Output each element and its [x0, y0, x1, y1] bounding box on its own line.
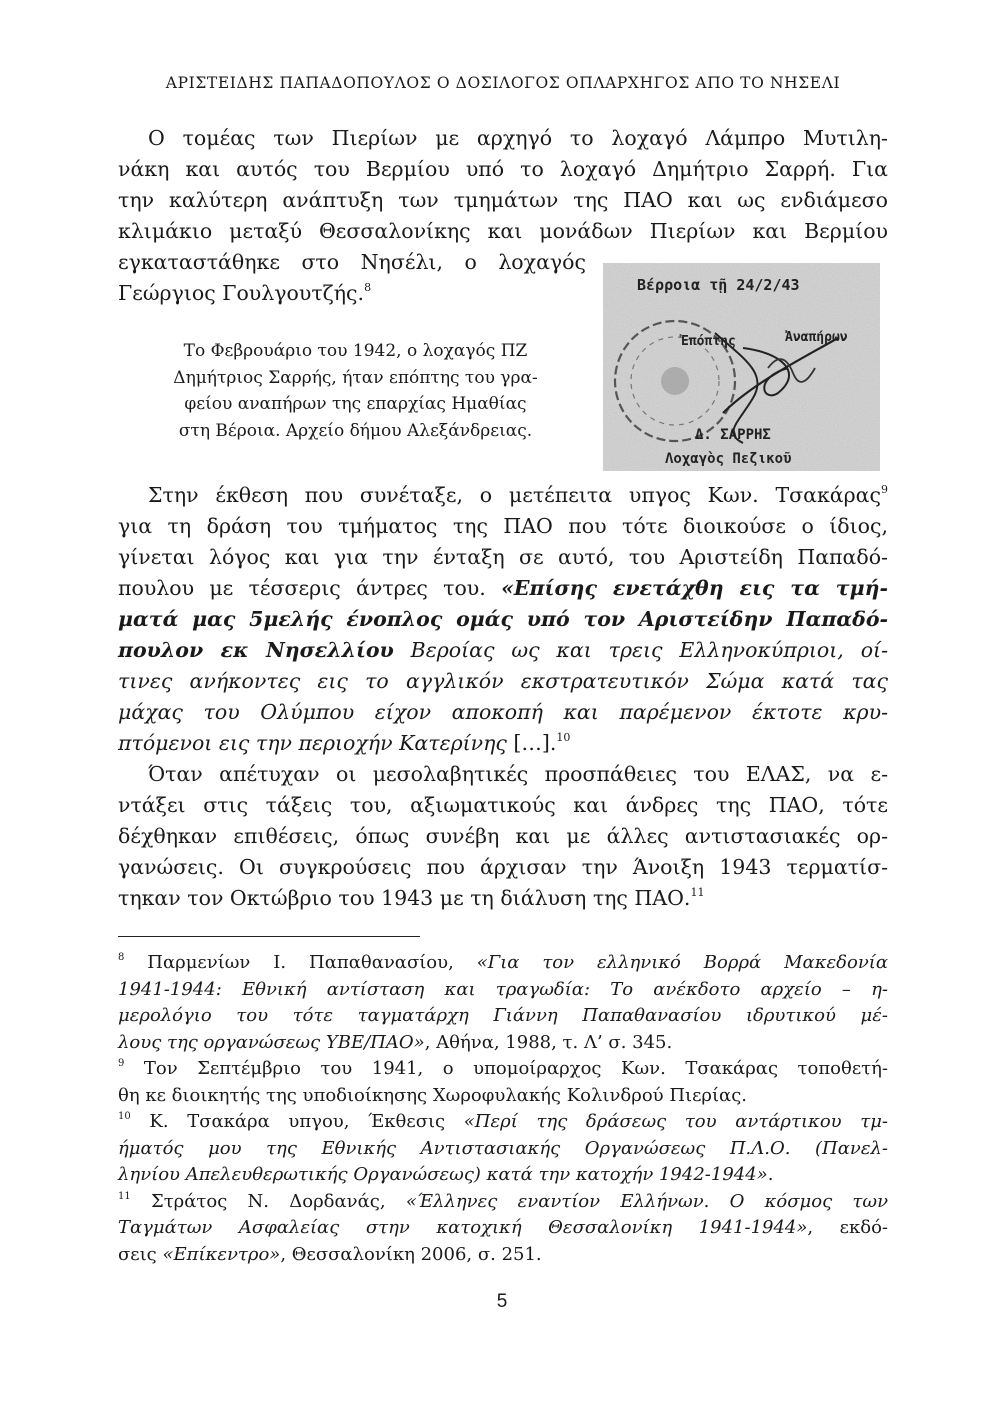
- paragraph-3: [118, 759, 888, 914]
- stamp-date-text: Βέρροια τῇ 24/2/43: [637, 276, 800, 294]
- stamp-office-text: Ἀναπήρων: [785, 330, 848, 345]
- stamp-title-text: Ἐπόπτης: [681, 334, 736, 349]
- caption-line: στη Βέροια. Αρχείο δήμου Αλεξάνδρειας.: [178, 420, 533, 441]
- footnote-line: λους της οργανώσεως ΥΒΕ/ΠΑΟ», Αθήνα, 1988, τ. Λ’ σ. 345.: [118, 1031, 673, 1053]
- figure-caption: [128, 338, 583, 444]
- page-number: 5: [496, 1291, 508, 1312]
- footnote-line: 1941-1944: Εθνική αντίσταση και τραγωδία: Το ανέκδοτο αρχείο – η-: [118, 978, 888, 1000]
- footnote-line: Ταγμάτων Ασφαλείας στην κατοχική Θεσσαλονίκη 1941-1944», εκδό-: [118, 1217, 888, 1238]
- footnote-ref-8[interactable]: 8: [364, 281, 372, 294]
- text-line: εγκαταστάθηκε στο Νησέλι, ο λοχαγός: [118, 250, 586, 274]
- footnote-11: $^{11}$ Στράτος Ν. Δορδανάς, «Έλληνες εναντίον Ελλήνων. Ο κόσμος των: [118, 1190, 889, 1212]
- footnotes: [118, 950, 888, 1268]
- footnote-divider: [118, 936, 420, 937]
- footnote-ref-10[interactable]: 10: [556, 731, 571, 744]
- text-line: γίνεται λόγος και για την ένταξη σε αυτό, του Αριστείδη Παπαδό-: [118, 545, 888, 569]
- footnote-line: σεις «Επίκεντρο», Θεσσαλονίκη 2006, σ. 251.: [118, 1243, 542, 1265]
- footnote-line: ληνίου Απελευθερωτικής Οργανώσεως) κατά την κατοχήν 1942-1944».: [118, 1164, 774, 1185]
- caption-line: φείου αναπήρων της επαρχίας Ημαθίας: [184, 394, 527, 414]
- paragraph-2: [118, 480, 888, 759]
- text-line: πουλον εκ Νησελλίου Βεροίας ως και τρεις Ελληνοκύπριοι, οί-: [118, 638, 888, 662]
- paragraph-1: [118, 123, 888, 247]
- text-line: μάχας του Ολύμπου είχον αποκοπή και παρέμενον έκτοτε κρυ-: [118, 700, 888, 724]
- text-line: δέχθηκαν επιθέσεις, όπως συνέβη και με άλλες αντιστασιακές ορ-: [118, 824, 888, 848]
- footnote-8: $^8$ Παρμενίων Ι. Παπαθανασίου, «Για τον ελληνικό Βορρά Μακεδονία: [118, 952, 888, 973]
- footnote-line: μερολόγιο του τότε ταγματάρχη Γιάννη Παπαθανασίου ιδρυτικού μέ-: [118, 1005, 888, 1026]
- text-line: ντάξει στις τάξεις του, αξιωματικούς και άνδρες της ΠΑΟ, τότε: [118, 793, 888, 817]
- footnote-ref-11[interactable]: 11: [690, 886, 705, 899]
- text-line: νάκη και αυτός του Βερμίου υπό το λοχαγό Δημήτριο Σαρρή. Για: [118, 157, 888, 181]
- footnote-line: ήματός μου της Εθνικής Αντιστασιακής Οργανώσεως Π.Λ.Ο. (Πανελ-: [118, 1137, 888, 1159]
- text-line: τινες ανήκοντες εις το αγγλικόν εκστρατευτικόν Σώμα κατά τας: [118, 669, 888, 693]
- text-line: Στην έκθεση που συνέταξε, ο μετέπειτα υπγος Κων. Τσακάρας$^9$: [148, 483, 888, 507]
- text-line: γανώσεις. Οι συγκρούσεις που άρχισαν την Άνοιξη 1943 τερματίσ-: [118, 855, 888, 879]
- running-title: ΑΡΙΣΤΕΙΔΗΣ ΠΑΠΑΔΟΠΟΥΛΟΣ Ο ΔΟΣΙΛΟΓΟΣ ΟΠΛΑΡΧΗΓΟΣ ΑΠΟ ΤΟ ΝΗΣΕΛΙ: [165, 74, 841, 92]
- footnote-9: $^9$ Τον Σεπτέμβριο του 1941, ο υπομοίραρχος Κων. Τσακάρας τοποθετή-: [118, 1058, 888, 1079]
- text-line: Γεώργιος Γουλγουτζής.$^8$: [118, 281, 372, 305]
- text-line: ματά μας 5μελής ένοπλος ομάς υπό τον Αριστείδην Παπαδό-: [118, 607, 888, 631]
- stamp-rank-text: Λοχαγὸς Πεζικοῦ: [665, 451, 792, 467]
- text-line: τηκαν τον Οκτώβριο του 1943 με τη διάλυση της ΠΑΟ.$^{11}$: [118, 886, 705, 910]
- caption-line: Το Φεβρουάριο του 1942, ο λοχαγός ΠΖ: [183, 341, 528, 361]
- footnote-ref-9[interactable]: 9: [881, 483, 888, 496]
- caption-line: Δημήτριος Σαρρής, ήταν επόπτης του γρα-: [173, 367, 538, 388]
- text-line: για τη δράση του τμήματος της ΠΑΟ που τότε διοικούσε ο ίδιος,: [118, 514, 888, 538]
- stamp-image: [603, 263, 880, 471]
- footnote-10: $^{10}$ Κ. Τσακάρα υπγου, Έκθεσις «Περί της δράσεως του αντάρτικου τμ-: [118, 1111, 889, 1132]
- footnote-line: θη κε διοικητής της υποδιοίκησης Χωροφυλακής Κολινδρού Πιερίας.: [118, 1084, 748, 1106]
- paragraph-1-wrap: [118, 247, 586, 309]
- text-line: κλιμάκιο μεταξύ Θεσσαλονίκης και μονάδων Πιερίων και Βερμίου: [118, 219, 888, 243]
- stamp-photo: [603, 263, 880, 471]
- text-line: πτόμενοι εις την περιοχήν Κατερίνης […].$^{10}$: [118, 731, 571, 755]
- text-line: την καλύτερη ανάπτυξη των τμημάτων της ΠΑΟ και ως ενδιάμεσο: [118, 188, 888, 212]
- text-line: Ο τομέας των Πιερίων με αρχηγό το λοχαγό Λάμπρο Μυτιλη-: [148, 126, 888, 150]
- text-line: πουλου με τέσσερις άντρες του. «Επίσης ενετάχθη εις τα τμή-: [118, 576, 889, 600]
- stamp-name-text: Δ. ΣΑΡΡΗΣ: [695, 427, 771, 443]
- text-line: Όταν απέτυχαν οι μεσολαβητικές προσπάθειες του ΕΛΑΣ, να ε-: [148, 762, 888, 786]
